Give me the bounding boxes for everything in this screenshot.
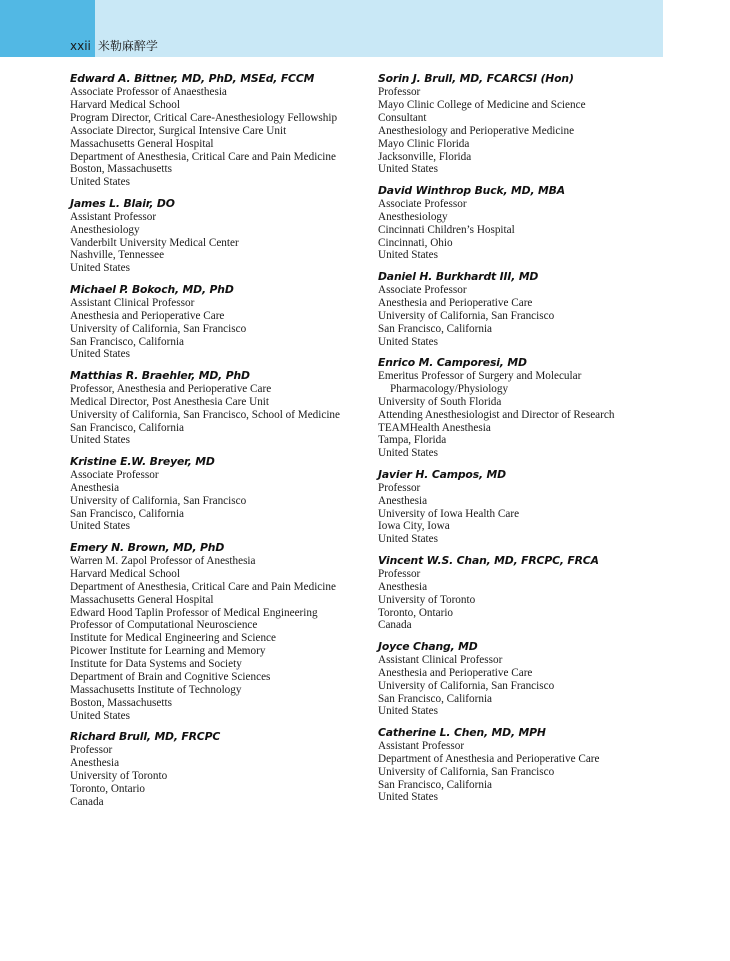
- affiliation-line: Anesthesiology and Perioperative Medicine: [378, 124, 575, 137]
- affiliation-line: Cincinnati, Ohio: [378, 236, 453, 249]
- affiliation-line: Associate Director, Surgical Intensive Care Unit: [70, 124, 287, 137]
- affiliation-line: Anesthesia: [70, 757, 120, 770]
- contributors-right-column: [378, 72, 678, 812]
- affiliation-line: Medical Director, Post Anesthesia Care Unit: [70, 395, 270, 408]
- contributor-name: James L. Blair, DO: [70, 196, 175, 210]
- affiliation-line: University of Toronto: [70, 769, 168, 782]
- affiliation-line: Associate Professor: [70, 468, 159, 481]
- affiliation-line: United States: [378, 163, 438, 176]
- affiliation-line: Anesthesia and Perioperative Care: [70, 309, 225, 322]
- affiliation-line: Attending Anesthesiologist and Director of Research: [378, 408, 615, 421]
- affiliation-line: Institute for Medical Engineering and Science: [70, 632, 276, 645]
- affiliation-line: United States: [378, 791, 438, 804]
- contributor-entry: [378, 270, 678, 349]
- affiliation-line: United States: [378, 447, 438, 460]
- contributor-entry: [70, 541, 362, 723]
- affiliation-line: University of California, San Francisco: [378, 679, 555, 692]
- affiliation-line: Toronto, Ontario: [70, 782, 146, 795]
- affiliation-line: Harvard Medical School: [70, 567, 180, 580]
- affiliation-line: San Francisco, California: [378, 322, 493, 335]
- affiliation-line: United States: [378, 249, 438, 262]
- affiliation-line: San Francisco, California: [70, 335, 185, 348]
- affiliation-line: Professor of Computational Neuroscience: [70, 619, 258, 632]
- affiliation-line: Anesthesiology: [70, 223, 140, 236]
- affiliation-line: United States: [378, 705, 438, 718]
- contributor-entry: [378, 468, 678, 547]
- affiliation-line: Anesthesia and Perioperative Care: [378, 296, 533, 309]
- affiliation-line: Professor, Anesthesia and Perioperative Care: [70, 382, 272, 395]
- affiliation-line: Anesthesia: [70, 481, 120, 494]
- affiliation-line: Associate Professor: [378, 197, 467, 210]
- contributor-name: Catherine L. Chen, MD, MPH: [378, 725, 546, 739]
- affiliation-line: Department of Anesthesia, Critical Care and Pain Medicine: [70, 150, 336, 163]
- contributor-name: Richard Brull, MD, FRCPC: [70, 730, 221, 744]
- affiliation-line: Assistant Professor: [378, 739, 465, 752]
- affiliation-line: Mayo Clinic College of Medicine and Science: [378, 98, 586, 111]
- page-number: xxii: [70, 39, 91, 53]
- affiliation-line: United States: [70, 176, 130, 189]
- affiliation-line: United States: [70, 709, 130, 722]
- contributor-entry: [378, 356, 678, 460]
- affiliation-line: University of South Florida: [378, 395, 502, 408]
- affiliation-line: Mayo Clinic Florida: [378, 137, 470, 150]
- affiliation-line: Tampa, Florida: [378, 434, 447, 447]
- contributor-entry: [70, 72, 362, 189]
- contributor-name: Vincent W.S. Chan, MD, FRCPC, FRCA: [378, 553, 599, 567]
- affiliation-line: Massachusetts General Hospital: [70, 593, 214, 606]
- contributor-name: Enrico M. Camporesi, MD: [378, 355, 527, 369]
- affiliation-line: Assistant Clinical Professor: [70, 296, 195, 309]
- contributor-name: Javier H. Campos, MD: [378, 467, 506, 481]
- contributor-name: Emery N. Brown, MD, PhD: [70, 540, 225, 554]
- affiliation-line: Canada: [378, 619, 412, 632]
- contributor-name: Matthias R. Braehler, MD, PhD: [70, 368, 250, 382]
- affiliation-line: Program Director, Critical Care-Anesthesiology Fellowship: [70, 111, 338, 124]
- affiliation-line: University of California, San Francisco: [70, 322, 247, 335]
- affiliation-line: University of California, San Francisco: [70, 494, 247, 507]
- affiliation-line: United States: [70, 262, 130, 275]
- affiliation-line: Warren M. Zapol Professor of Anesthesia: [70, 554, 256, 567]
- contributor-name: Kristine E.W. Breyer, MD: [70, 454, 215, 468]
- contributor-entry: [70, 283, 362, 362]
- contributor-name: Daniel H. Burkhardt III, MD: [378, 269, 539, 283]
- affiliation-line: Professor: [70, 744, 113, 757]
- contributors-left-column: [70, 72, 362, 816]
- affiliation-line: United States: [70, 348, 130, 361]
- contributor-entry: [378, 72, 678, 176]
- affiliation-line: University of California, San Francisco: [378, 765, 555, 778]
- affiliation-line: United States: [70, 434, 130, 447]
- affiliation-line: Emeritus Professor of Surgery and Molecular: [378, 369, 582, 382]
- contributor-name: Joyce Chang, MD: [378, 639, 478, 653]
- affiliation-line: Cincinnati Children’s Hospital: [378, 223, 515, 236]
- affiliation-line: San Francisco, California: [70, 507, 185, 520]
- affiliation-line: United States: [378, 335, 438, 348]
- affiliation-line: Assistant Professor: [70, 210, 157, 223]
- running-header: [70, 37, 158, 54]
- affiliation-line: Associate Professor of Anaesthesia: [70, 86, 227, 98]
- affiliation-line: Department of Anesthesia and Perioperative Care: [378, 752, 600, 765]
- contributor-entry: [378, 184, 678, 263]
- affiliation-line: Department of Brain and Cognitive Sciences: [70, 671, 271, 684]
- affiliation-line: United States: [378, 533, 438, 546]
- affiliation-line: University of Toronto: [378, 593, 476, 606]
- affiliation-line: Boston, Massachusetts: [70, 696, 172, 709]
- contributor-entry: [70, 730, 362, 809]
- contributor-entry: [378, 640, 678, 719]
- book-title: 米勒麻醉学: [97, 39, 158, 53]
- affiliation-line: Massachusetts Institute of Technology: [70, 683, 242, 696]
- affiliation-line: Vanderbilt University Medical Center: [70, 236, 239, 249]
- affiliation-line: Anesthesia: [378, 494, 428, 507]
- affiliation-line: Iowa City, Iowa: [378, 520, 450, 533]
- affiliation-line: Harvard Medical School: [70, 98, 180, 111]
- affiliation-line: Toronto, Ontario: [378, 606, 454, 619]
- contributor-name: Michael P. Bokoch, MD, PhD: [70, 282, 234, 296]
- affiliation-line: TEAMHealth Anesthesia: [378, 421, 491, 434]
- affiliation-line: Boston, Massachusetts: [70, 163, 172, 176]
- affiliation-line: Associate Professor: [378, 283, 467, 296]
- contributor-entry: [70, 369, 362, 448]
- contributor-name: Sorin J. Brull, MD, FCARCSI (Hon): [378, 72, 574, 85]
- affiliation-line: San Francisco, California: [378, 778, 493, 791]
- affiliation-line: Consultant: [378, 111, 427, 124]
- affiliation-line: Edward Hood Taplin Professor of Medical Engineering: [70, 606, 318, 619]
- affiliation-line: Massachusetts General Hospital: [70, 137, 214, 150]
- affiliation-line: Nashville, Tennessee: [70, 249, 165, 262]
- contributor-name: David Winthrop Buck, MD, MBA: [378, 183, 565, 197]
- affiliation-line: Assistant Clinical Professor: [378, 653, 503, 666]
- contributor-entry: [378, 554, 678, 633]
- affiliation-line: Professor: [378, 481, 421, 494]
- affiliation-line: University of California, San Francisco, School of Medicine: [70, 408, 340, 421]
- contributor-entry: [70, 455, 362, 534]
- affiliation-line: Institute for Data Systems and Society: [70, 658, 242, 671]
- affiliation-line: Anesthesiology: [378, 210, 448, 223]
- affiliation-line: San Francisco, California: [378, 692, 493, 705]
- contributor-entry: [378, 726, 678, 805]
- affiliation-line: Anesthesia: [378, 580, 428, 593]
- contributor-name: Edward A. Bittner, MD, PhD, MSEd, FCCM: [70, 72, 315, 85]
- affiliation-line: Professor: [378, 86, 421, 98]
- affiliation-line: Canada: [70, 795, 104, 808]
- affiliation-line: Picower Institute for Learning and Memory: [70, 645, 266, 658]
- affiliation-line: United States: [70, 520, 130, 533]
- affiliation-line: Professor: [378, 567, 421, 580]
- affiliation-line: University of Iowa Health Care: [378, 507, 520, 520]
- affiliation-line: Anesthesia and Perioperative Care: [378, 666, 533, 679]
- affiliation-line: Department of Anesthesia, Critical Care and Pain Medicine: [70, 580, 336, 593]
- affiliation-line: Pharmacology/Physiology: [390, 382, 509, 395]
- contributor-entry: [70, 197, 362, 276]
- affiliation-line: San Francisco, California: [70, 421, 185, 434]
- affiliation-line: University of California, San Francisco: [378, 309, 555, 322]
- affiliation-line: Jacksonville, Florida: [378, 150, 472, 163]
